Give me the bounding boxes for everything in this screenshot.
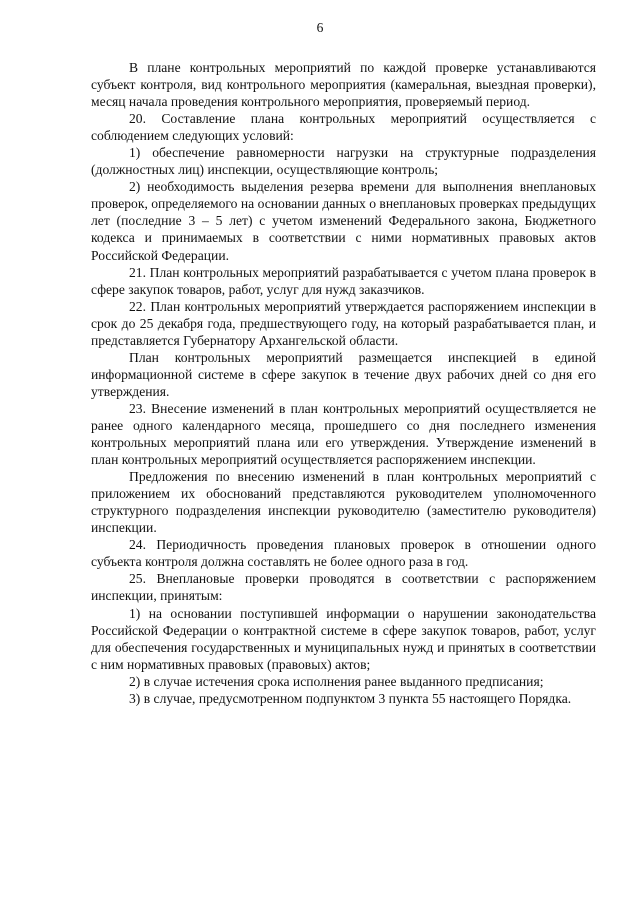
paragraph-22: 22. План контрольных мероприятий утверждается распоряжением инспекции в срок до 25 декабря года, предшествующего году, на который разрабатывается план, и представляется Губернатору Архангельской области. bbox=[91, 298, 596, 348]
paragraph-20-item-2: 2) необходимость выделения резерва времени для выполнения внеплановых проверок, определяемого на основании данных о внеплановых проверках предыдущих лет (последние 3 – 5 лет) с учетом изменений Федерального закона, Бюджетного кодекса и принимаемых в соответствии с ними нормативных правовых актов Российской Федерации. bbox=[91, 179, 596, 263]
paragraph-25-item-2: 2) в случае истечения срока исполнения ранее выданного предписания; bbox=[129, 673, 544, 689]
paragraph-24: 24. Периодичность проведения плановых проверок в отношении одного субъекта контроля должна составлять не более одного раза в год. bbox=[91, 537, 596, 570]
page-number: 6 bbox=[316, 20, 324, 35]
document-body bbox=[91, 59, 596, 707]
paragraph-23-proposals: Предложения по внесению изменений в план контрольных мероприятий с приложением их обоснований представляются руководителем уполномоченного структурного подразделения инспекции руководителю (заместителю руководителя) инспекции. bbox=[91, 469, 596, 536]
paragraph-25-item-3: 3) в случае, предусмотренном подпунктом 3 пункта 55 настоящего Порядка. bbox=[129, 690, 572, 706]
paragraph-plan-contents: В плане контрольных мероприятий по каждой проверке устанавливаются субъект контроля, вид контрольного мероприятия (камеральная, выездная проверки), месяц начала проведения контрольного мероприятия, проверяемый период. bbox=[91, 60, 596, 110]
paragraph-25: 25. Внеплановые проверки проводятся в соответствии с распоряжением инспекции, принятым: bbox=[91, 571, 596, 604]
paragraph-20: 20. Составление плана контрольных мероприятий осуществляется с соблюдением следующих условий: bbox=[91, 111, 596, 144]
paragraph-21: 21. План контрольных мероприятий разрабатывается с учетом плана проверок в сфере закупок товаров, работ, услуг для нужд заказчиков. bbox=[91, 264, 596, 297]
paragraph-22-publication: План контрольных мероприятий размещается инспекцией в единой информационной системе в сфере закупок в течение двух рабочих дней со дня его утверждения. bbox=[91, 349, 596, 399]
paragraph-25-item-1: 1) на основании поступившей информации о нарушении законодательства Российской Федерации о контрактной системе в сфере закупок товаров, работ, услуг для обеспечения государственных и муниципальных нужд и принятых в соответствии с ним нормативных правовых (правовых) актов; bbox=[91, 605, 596, 672]
paragraph-23: 23. Внесение изменений в план контрольных мероприятий осуществляется не ранее одного календарного месяца, прошедшего со дня последнего изменения контрольных мероприятий плана или его утверждения. Утверждение изменений в план контрольных мероприятий осуществляется распоряжением инспекции. bbox=[91, 400, 596, 468]
paragraph-20-item-1: 1) обеспечение равномерности нагрузки на структурные подразделения (должностных лиц) инспекции, осуществляющие контроль; bbox=[91, 145, 596, 178]
